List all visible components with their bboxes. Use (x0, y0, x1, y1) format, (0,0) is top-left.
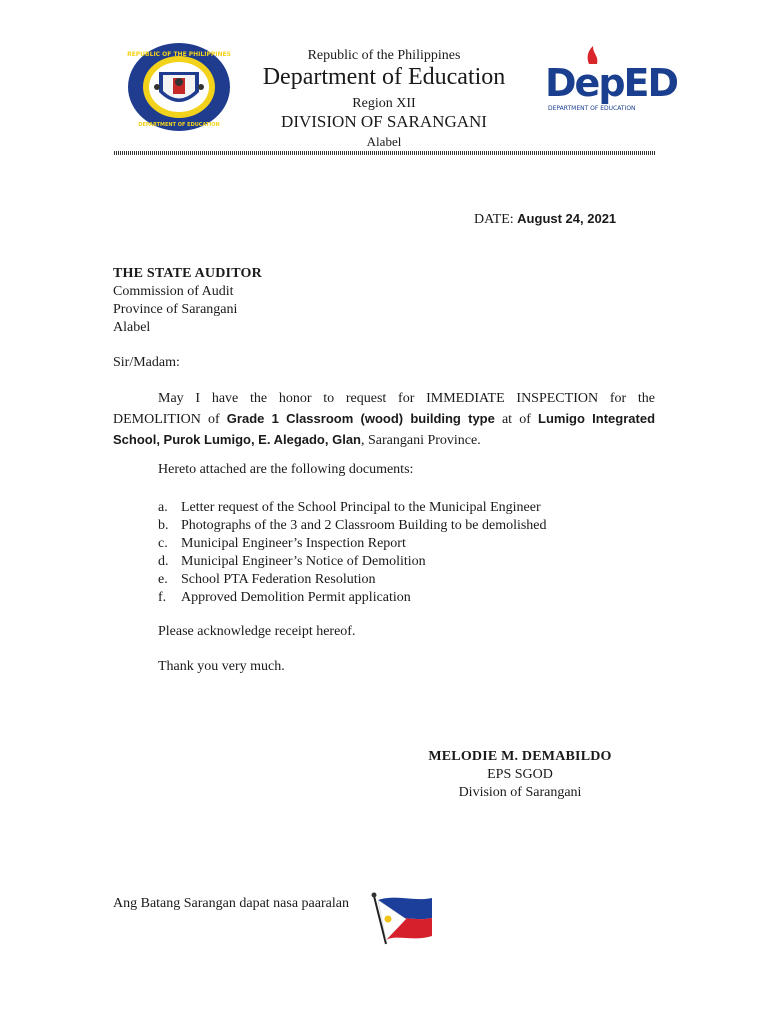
addressee-line: Commission of Audit (113, 284, 234, 299)
seal-top-text: REPUBLIC OF THE PHILIPPINES (127, 51, 231, 58)
deped-sub-text: DEPARTMENT OF EDUCATION (548, 105, 636, 112)
philippine-flag-icon (370, 890, 436, 946)
signature-block (400, 748, 640, 802)
header-city: Alabel (366, 134, 402, 149)
seal-bottom-text: DEPARTMENT OF EDUCATION (138, 122, 220, 128)
list-item: b. Photographs of the 3 and 2 Classroom Building to be demolished (158, 518, 547, 533)
closing-thanks: Thank you very much. (158, 659, 285, 674)
header-division: DIVISION OF SARANGANI (281, 112, 487, 131)
date-line (474, 211, 616, 228)
header-republic: Republic of the Philippines (307, 48, 461, 63)
list-item: d. Municipal Engineer’s Notice of Demolition (158, 554, 426, 569)
header-department: Department of Education (262, 64, 506, 90)
documents-list (158, 499, 547, 607)
list-item: c. Municipal Engineer’s Inspection Report (158, 536, 406, 551)
signatory-name: MELODIE M. DEMABILDO (428, 749, 612, 764)
addressee-title: THE STATE AUDITOR (113, 266, 262, 281)
acknowledge-line: Please acknowledge receipt hereof. (158, 624, 356, 639)
signatory-position: EPS SGOD (487, 767, 553, 782)
addressee-line: Alabel (113, 320, 151, 335)
addressee-line: Province of Sarangani (113, 302, 238, 317)
request-paragraph (113, 389, 655, 451)
footer-motto: Ang Batang Sarangan dapat nasa paaralan (113, 896, 349, 911)
list-item: f. Approved Demolition Permit application (158, 590, 411, 605)
paragraph-text: , Sarangani Province. (360, 433, 481, 448)
school-name: Lumigo Integrated School, Purok Lumigo, E. Alegado, Glan (113, 411, 656, 447)
attached-intro: Hereto attached are the following documents: (158, 462, 414, 477)
paragraph-text: May I have the honor to request for IMMEDIATE INSPECTION for the DEMOLITION of (113, 391, 655, 427)
list-item: a. Letter request of the School Principal to the Municipal Engineer (158, 500, 541, 515)
building-type: Grade 1 Classroom (wood) building type (226, 411, 495, 426)
deped-word: DepED (545, 61, 678, 105)
list-item: e. School PTA Federation Resolution (158, 572, 376, 587)
deped-wordmark-logo (545, 46, 678, 114)
date-label: DATE: (474, 212, 514, 227)
signatory-office: Division of Sarangani (458, 785, 582, 800)
addressee-block (113, 265, 262, 337)
paragraph-text: at of (494, 412, 538, 427)
salutation: Sir/Madam: (113, 355, 180, 370)
header-region: Region XII (352, 96, 416, 111)
header-divider (114, 151, 656, 155)
date-value: August 24, 2021 (517, 211, 617, 226)
